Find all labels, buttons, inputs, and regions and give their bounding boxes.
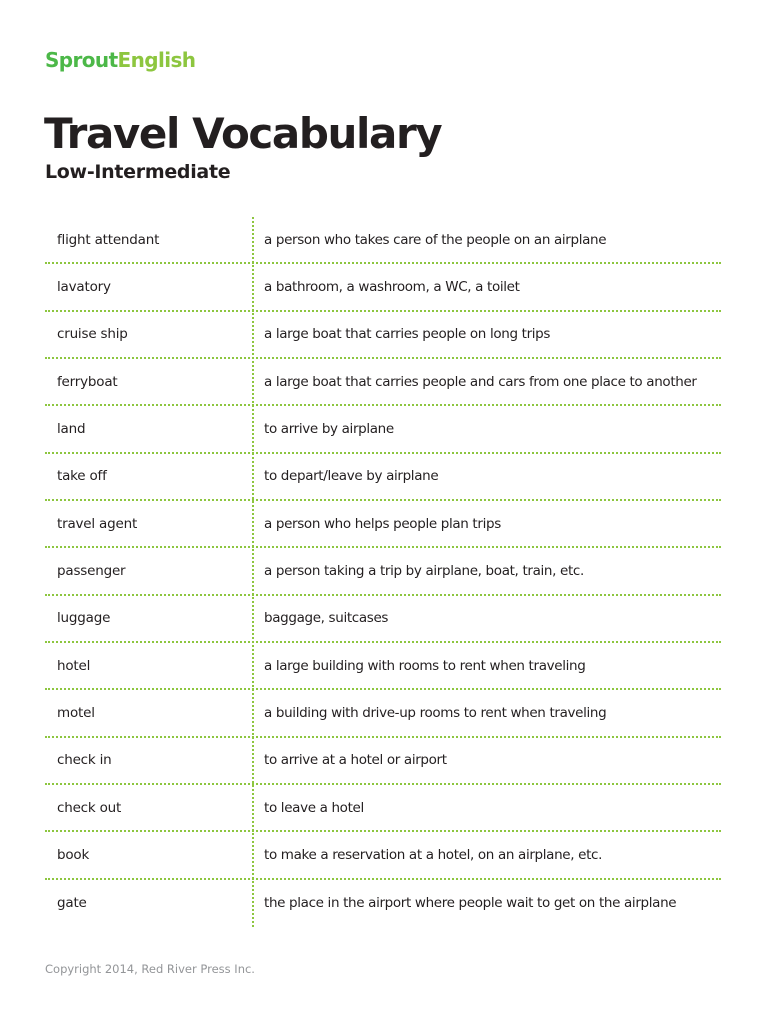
vocabulary-definition: to depart/leave by airplane	[264, 468, 439, 485]
vocabulary-term: check in	[57, 752, 112, 769]
vocabulary-row	[45, 548, 721, 595]
vocabulary-row	[45, 454, 721, 501]
vocabulary-definition: the place in the airport where people wait to get on the airplane	[264, 895, 677, 912]
vocabulary-term: take off	[57, 468, 107, 485]
copyright-footer: Copyright 2014, Red River Press Inc.	[45, 962, 255, 976]
vocabulary-definition: to arrive at a hotel or airport	[264, 752, 447, 769]
brand-logo-english: English	[117, 48, 196, 72]
brand-logo	[45, 47, 195, 73]
vocabulary-term: travel agent	[57, 515, 138, 532]
vocabulary-definition: to make a reservation at a hotel, on an airplane, etc.	[264, 846, 603, 863]
vocabulary-row	[45, 785, 721, 832]
vocabulary-row	[45, 501, 721, 548]
vocabulary-row	[45, 596, 721, 643]
vocabulary-term: land	[57, 420, 86, 437]
vocabulary-definition: a large boat that carries people on long trips	[264, 326, 551, 343]
vocabulary-definition: a building with drive-up rooms to rent when traveling	[264, 704, 607, 721]
vocabulary-term: check out	[57, 799, 122, 816]
vocabulary-definition: a person taking a trip by airplane, boat, train, etc.	[264, 562, 584, 579]
vocabulary-term: gate	[57, 895, 87, 912]
page-title: Travel Vocabulary	[44, 109, 442, 158]
vocabulary-term: motel	[57, 704, 95, 721]
vocabulary-row	[45, 217, 721, 264]
vocabulary-definition: a large boat that carries people and cars from one place to another	[264, 373, 697, 390]
vocabulary-rows	[45, 217, 721, 927]
vocabulary-definition: a bathroom, a washroom, a WC, a toilet	[264, 278, 520, 295]
vocabulary-definition: a large building with rooms to rent when traveling	[264, 657, 586, 674]
vocabulary-term: flight attendant	[57, 231, 160, 248]
vocabulary-row	[45, 880, 721, 927]
vocabulary-definition: to leave a hotel	[264, 799, 364, 816]
vocabulary-row	[45, 738, 721, 785]
vocabulary-term: luggage	[57, 610, 111, 627]
brand-logo-sprout: Sprout	[45, 48, 118, 72]
vocabulary-definition: a person who takes care of the people on an airplane	[264, 231, 607, 248]
vocabulary-definition: baggage, suitcases	[264, 610, 389, 627]
vocabulary-definition: to arrive by airplane	[264, 420, 394, 437]
vocabulary-table	[45, 217, 721, 927]
vocabulary-definition: a person who helps people plan trips	[264, 515, 501, 532]
vocabulary-row	[45, 690, 721, 737]
vocabulary-term: passenger	[57, 562, 126, 579]
vocabulary-row	[45, 312, 721, 359]
vocabulary-row	[45, 406, 721, 453]
vocabulary-term: ferryboat	[57, 373, 118, 390]
vocabulary-row	[45, 359, 721, 406]
page-subtitle: Low-Intermediate	[45, 161, 231, 183]
vocabulary-row	[45, 643, 721, 690]
vocabulary-term: lavatory	[57, 278, 111, 295]
vocabulary-row	[45, 832, 721, 879]
vocabulary-term: hotel	[57, 657, 91, 674]
vocabulary-term: cruise ship	[57, 326, 128, 343]
vocabulary-term: book	[57, 846, 90, 863]
vocabulary-row	[45, 264, 721, 311]
